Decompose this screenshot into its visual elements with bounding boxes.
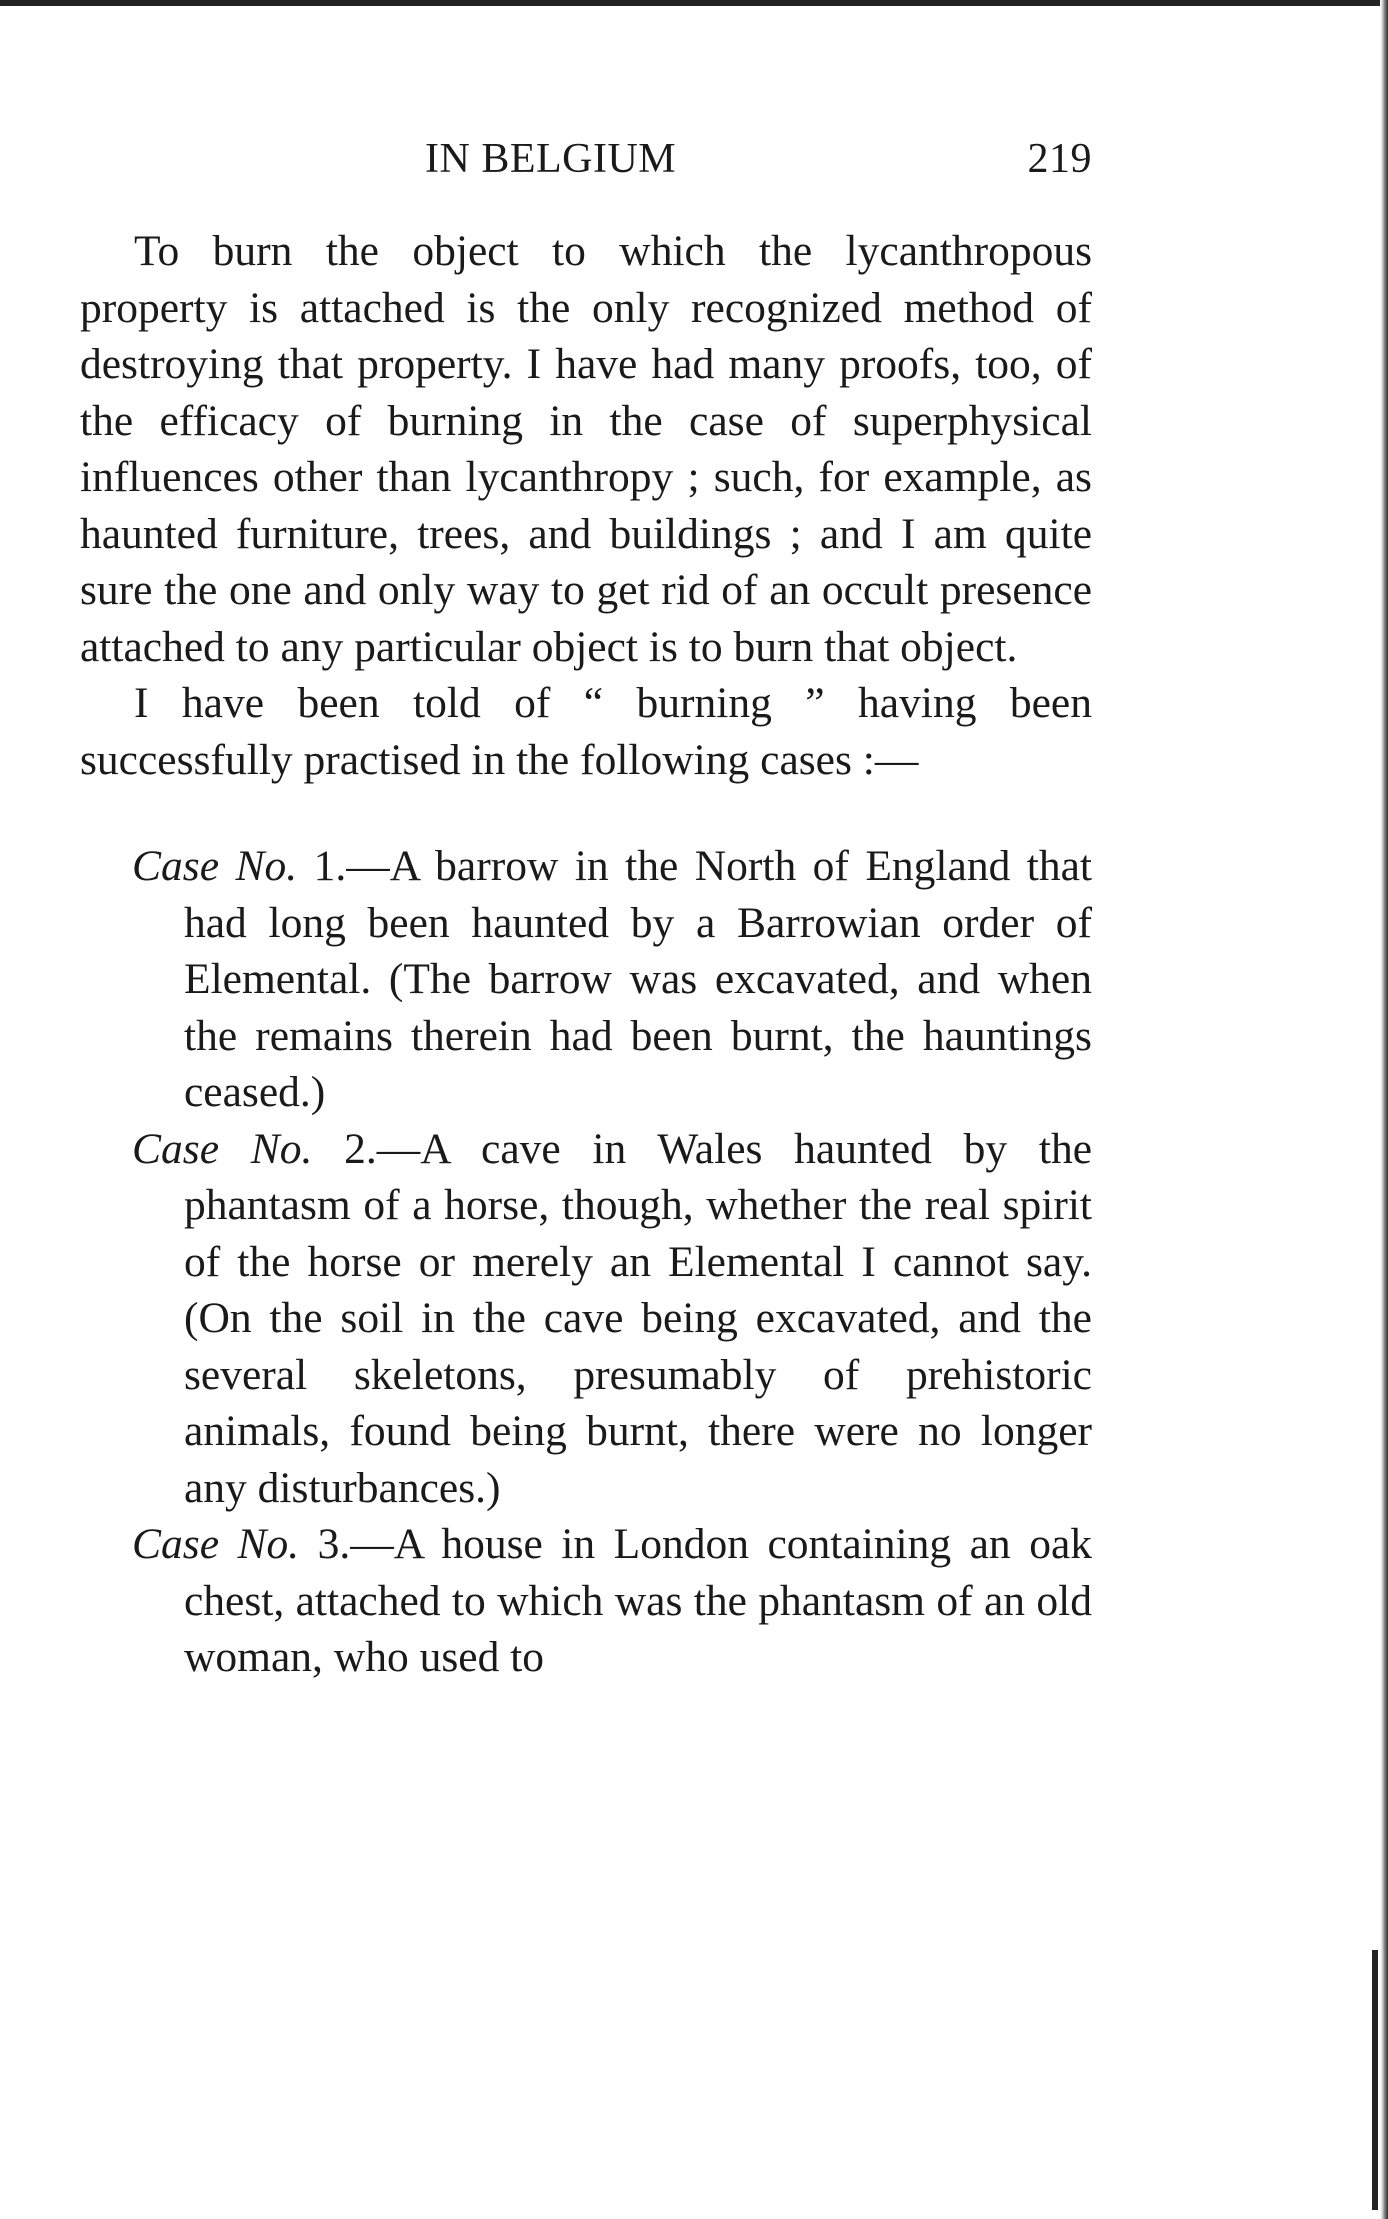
paragraph-burning-method: To burn the object to which the lycanthropous property is attached is the only recognized method of destroying that property. I have had many proofs, too, of the efficacy of burning in the case of superphysical influences other than lycanthropy ; such, for example, as haunted furniture, trees, and buildings ; and I am quite sure the one and only way to get rid of an occult presence attached to any particular object is to burn that object. bbox=[80, 227, 1092, 671]
case-number: 1. bbox=[313, 842, 347, 890]
case-label: Case No. bbox=[132, 1124, 313, 1173]
case-text: —A cave in Wales haunted by the phantasm of a horse, though, whether the real spirit of the horse or merely an Elemental I cannot say. (On the soil in the cave being excavated, and the several skeletons, presumably of prehistoric animals, found being burnt, there were no longer any disturbances.) bbox=[184, 1124, 1093, 1512]
running-head-title: IN BELGIUM bbox=[425, 136, 677, 182]
page-right-edge bbox=[1380, 0, 1388, 2219]
case-label: Case No. bbox=[132, 1520, 300, 1568]
page-top-edge bbox=[0, 0, 1388, 6]
paragraph-cases-intro: I have been told of “ burning ” having been successfully practised in the following cases :— bbox=[80, 679, 1092, 784]
case-text: —A barrow in the North of England that had long been haunted by a Barrowian order of Elemental. (The barrow was excavated, and when the remains therein had been burnt, the hauntings ceased.) bbox=[184, 842, 1093, 1116]
case-item-1 bbox=[132, 838, 1092, 1121]
case-label: Case No. bbox=[132, 842, 298, 890]
case-text: —A house in London containing an oak chest, attached to which was the phantasm of an old woman, who used to bbox=[184, 1520, 1092, 1681]
case-item-3 bbox=[132, 1516, 1092, 1686]
case-item-2 bbox=[132, 1121, 1092, 1517]
book-page bbox=[80, 135, 1092, 1686]
case-list bbox=[80, 838, 1092, 1686]
running-head bbox=[80, 135, 1092, 195]
case-number: 3. bbox=[317, 1520, 351, 1568]
body-text bbox=[80, 223, 1092, 788]
page-number: 219 bbox=[1027, 136, 1092, 182]
binding-shadow bbox=[1372, 1950, 1378, 2210]
case-number: 2. bbox=[344, 1124, 377, 1173]
